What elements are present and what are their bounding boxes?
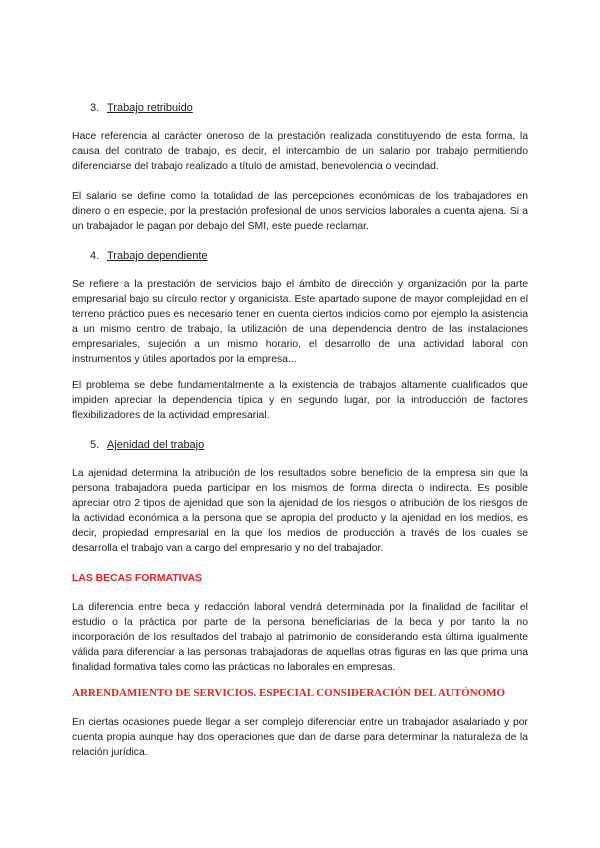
list-title: Trabajo dependiente xyxy=(107,250,208,262)
paragraph: En ciertas ocasiones puede llegar a ser complejo diferenciar entre un trabajador asalariado y por cuenta propia aunque hay dos operaciones que dan de darse para determinar la naturaleza de la relación jurídica. xyxy=(72,717,528,758)
list-heading-ajenidad xyxy=(90,438,204,453)
section-title-arrendamiento: ARRENDAMIENTO DE SERVICIOS. ESPECIAL CONSIDERACIÓN DEL AUTÓNOMO xyxy=(72,687,506,699)
list-number: 3. xyxy=(90,102,100,114)
paragraph: El salario se define como la totalidad de las percepciones económicas de los trabajadores en dinero o en especie, por la prestación profesional de unos servicios laborales a cuenta ajena. Si a un trabajador le pagan por debajo del SMI, este puede reclamar. xyxy=(72,191,528,232)
paragraph: El problema se debe fundamentalmente a la existencia de trabajos altamente cualificados que impiden apreciar la dependencia típica y en segundo lugar, por la introducción de factores flexibilizadores de la actividad empresarial. xyxy=(72,380,528,421)
list-title: Trabajo retribuido xyxy=(107,102,193,114)
section-title-becas: LAS BECAS FORMATIVAS xyxy=(72,573,203,584)
list-heading-trabajo-dependiente xyxy=(90,249,208,264)
paragraph: La ajenidad determina la atribución de los resultados sobre beneficio de la empresa sin que la persona trabajadora pueda participar en los mismos de forma directa o indirecta. Es posible apreciar otro 2 tipos de ajenidad que son la ajenidad de los riesgos o atribución de los riesgos de la actividad económica a la persona que se apropia del producto y la ajenidad en los medios, es decir, propiedad empresarial en la que los medios de producción a través de los cuales se desarrolla el trabajo van a cargo del empresario y no del trabajador. xyxy=(72,468,528,554)
list-heading-trabajo-retribuido xyxy=(90,101,193,116)
list-number: 5. xyxy=(90,439,100,451)
list-title: Ajenidad del trabajo xyxy=(107,439,205,451)
paragraph: La diferencia entre beca y redacción laboral vendrá determinada por la finalidad de facilitar el estudio o la práctica por parte de la persona beneficiarias de la beca y por tanto la no incorporación de los resultados del trabajo al patrimonio de considerando esta última igualmente válida para diferenciar a las personas trabajadoras de aquellas otras figuras en las que prima una finalidad formativa tales como las prácticas no laborales en empresas. xyxy=(72,602,528,673)
list-number: 4. xyxy=(90,250,100,262)
paragraph: Hace referencia al carácter oneroso de la prestación realizada constituyendo de esta forma, la causa del contrato de trabajo, es decir, el intercambio de un salario por trabajo permitiendo diferenciarse del trabajo realizado a título de amistad, benevolencia o vecindad. xyxy=(72,131,528,172)
paragraph: Se refiere a la prestación de servicios bajo el ámbito de dirección y organización por la parte empresarial bajo su círculo rector y organicista. Este apartado supone de mayor complejidad en el terreno práctico pues es necesario tener en cuenta ciertos indicios como por ejemplo la asistencia a un mismo centro de trabajo, la utilización de una dependencia dentro de las instalaciones empresariales, sujeción a un mismo horario, el desarrollo de una actividad laboral con instrumentos y útiles aportados por la empresa... xyxy=(72,279,528,365)
